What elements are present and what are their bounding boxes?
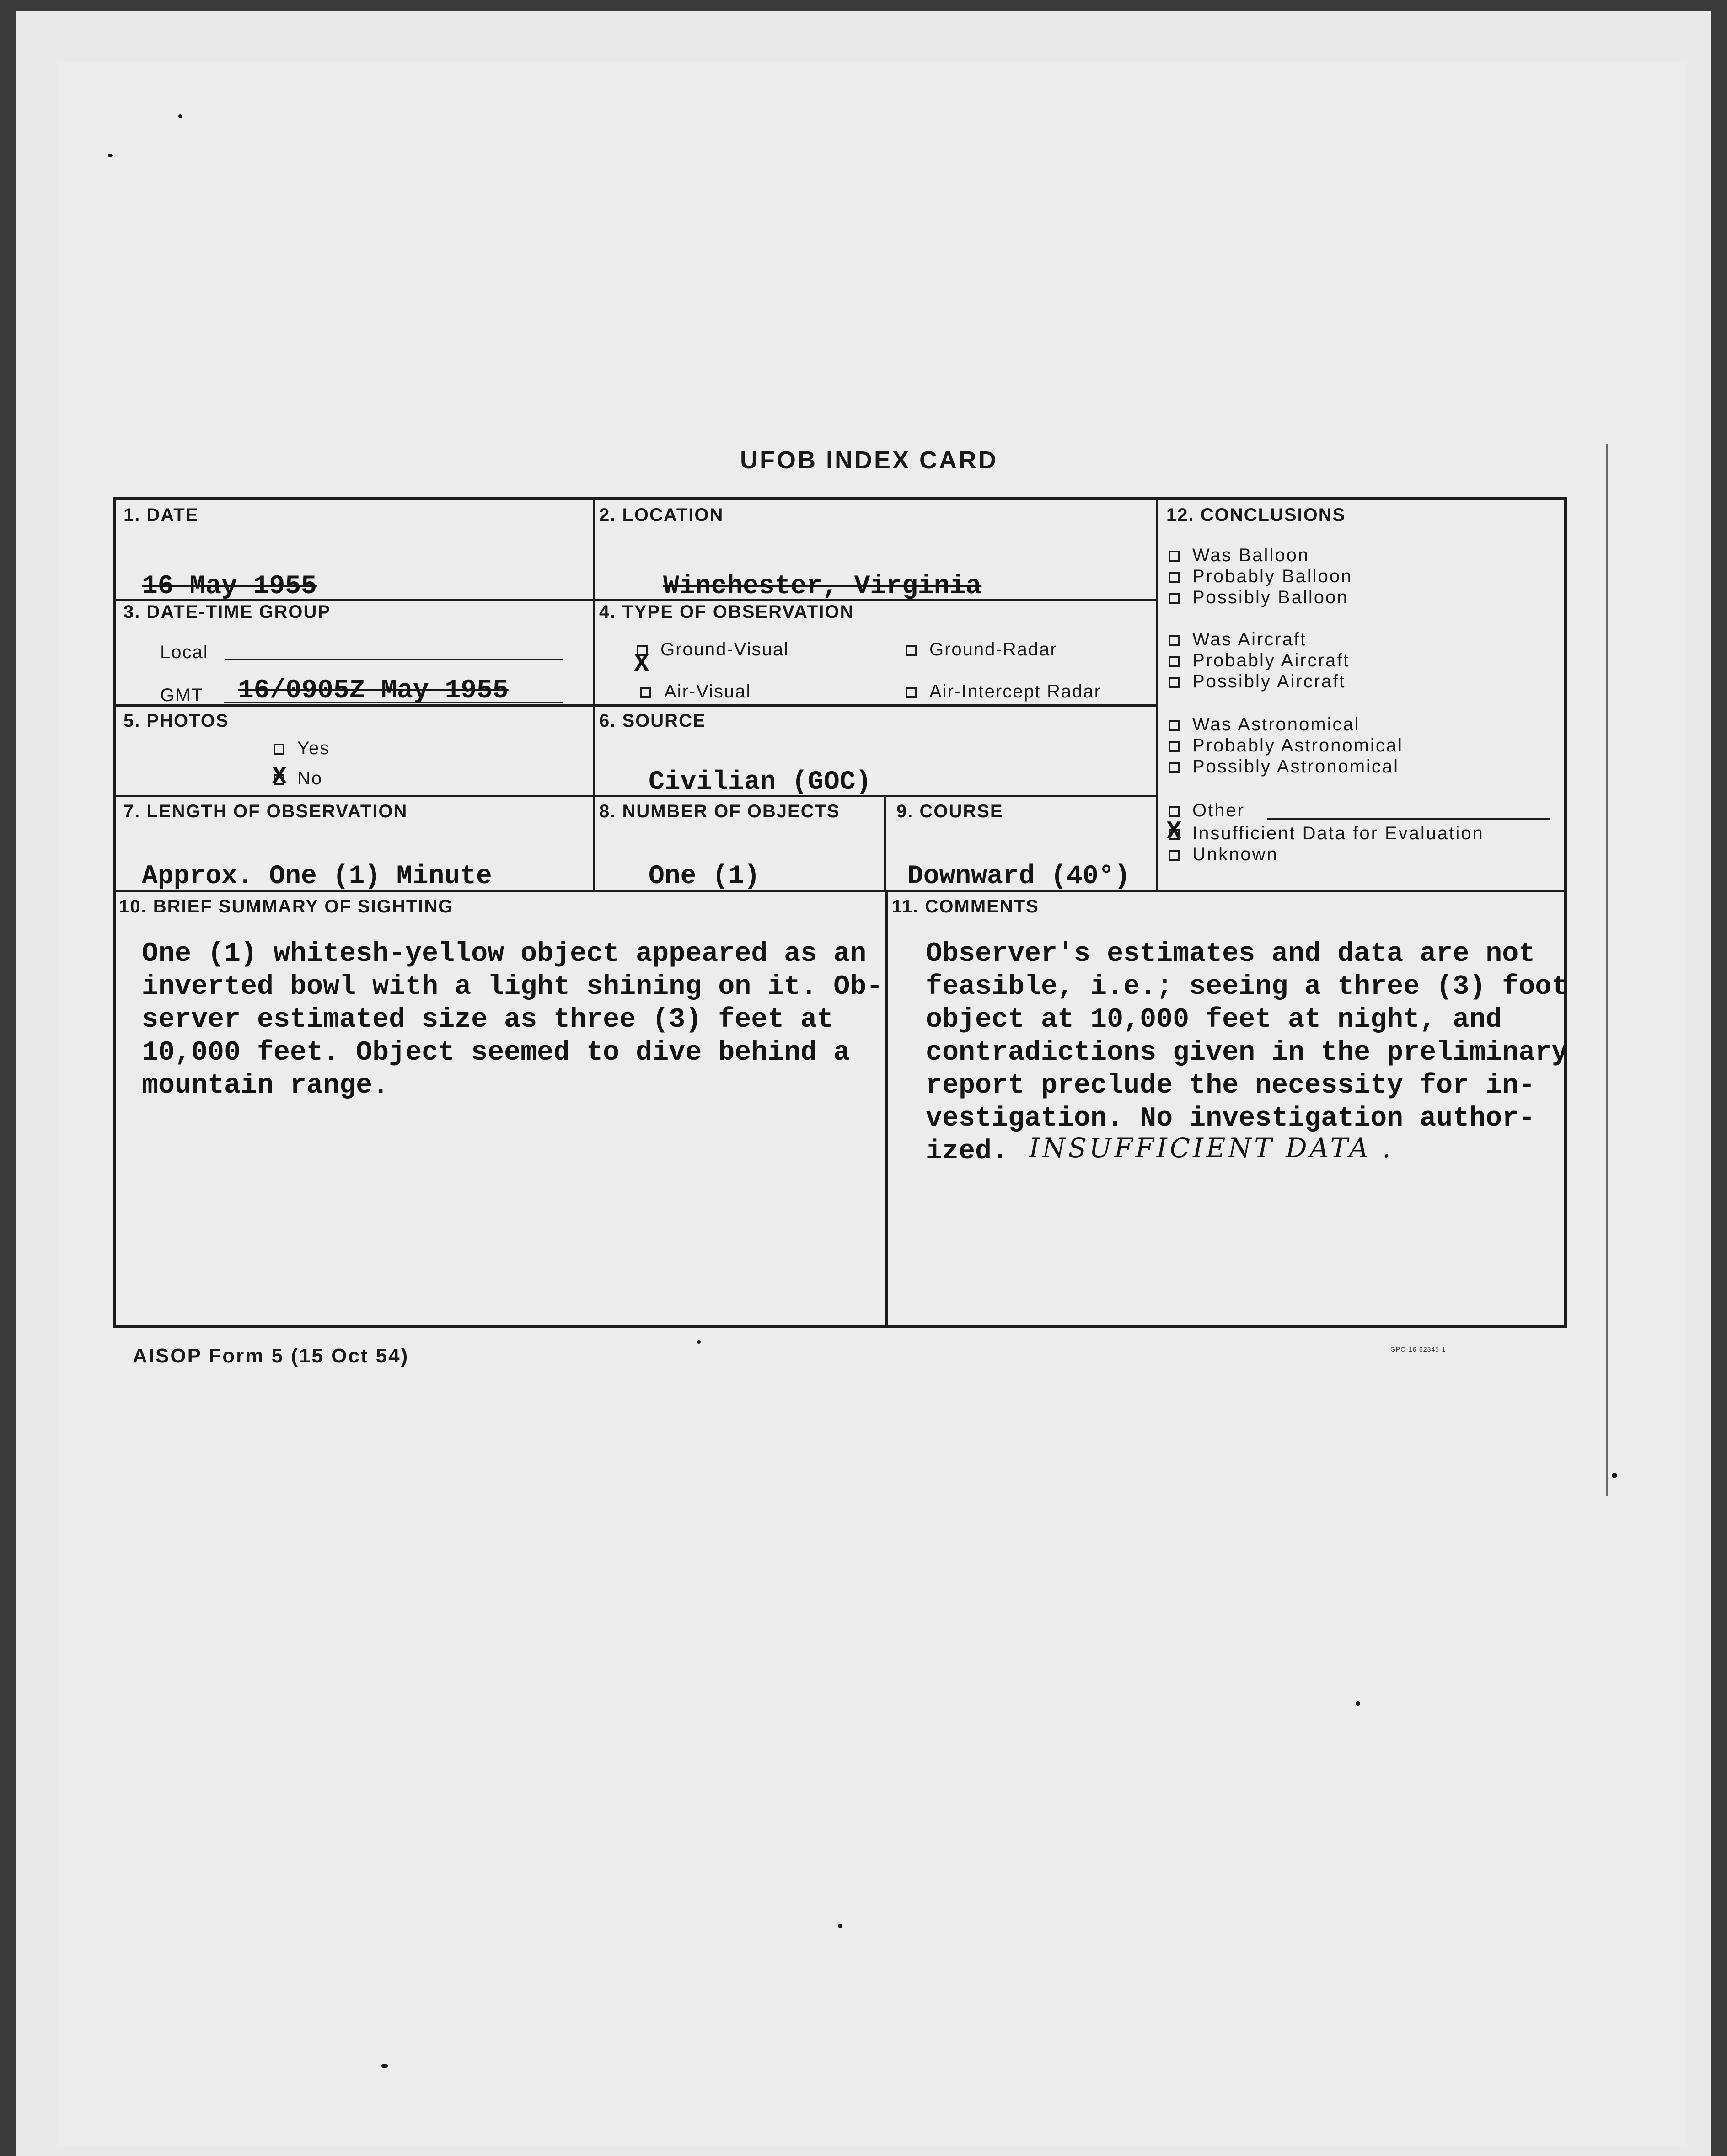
type-option-air-visual: Air-Visual (640, 681, 751, 702)
divider-objects-course (884, 795, 886, 890)
course-label: 9. COURSE (896, 801, 1003, 821)
scan-speck (178, 114, 182, 118)
page-fold-line (1606, 444, 1608, 1496)
summary-line: inverted bowl with a light shining on it. Ob- (142, 971, 883, 1003)
comments-line: report preclude the necessity for in- (926, 1070, 1535, 1101)
scan-speck (1356, 1701, 1360, 1706)
photos-option-yes: Yes (274, 738, 330, 759)
photos-label: 5. PHOTOS (123, 711, 229, 731)
type-option-ground-radar: Ground-Radar (906, 639, 1057, 660)
summary-text (142, 938, 883, 1102)
photos-option-no: No (274, 768, 322, 789)
card-title: UFOB INDEX CARD (740, 446, 998, 474)
summary-line: One (1) whitesh-yellow object appeared as an (142, 939, 867, 970)
checkbox-icon (1169, 720, 1180, 731)
conclusion-possibly-astronomical: Possibly Astronomical (1169, 756, 1399, 777)
comments-line: contradictions given in the preliminary (926, 1037, 1568, 1068)
checkbox-icon (1169, 850, 1180, 861)
checkbox-icon (1169, 762, 1180, 773)
conclusions-label: 12. CONCLUSIONS (1166, 505, 1346, 525)
checkbox-icon (274, 744, 284, 755)
objects-value: One (1) (649, 862, 760, 891)
summary-label: 10. BRIEF SUMMARY OF SIGHTING (119, 896, 454, 917)
type-ground-visual-mark: X (634, 649, 649, 679)
dtg-gmt-value: 16/0905Z May 1955 (238, 676, 509, 706)
scan-speck (108, 154, 113, 157)
length-value: Approx. One (1) Minute (142, 862, 492, 891)
location-value: Winchester, Virginia (663, 572, 982, 601)
objects-label: 8. NUMBER OF OBJECTS (599, 801, 840, 821)
summary-line: mountain range. (142, 1070, 389, 1101)
checkbox-icon (1169, 593, 1180, 604)
comments-line: Observer's estimates and data are not (926, 939, 1535, 970)
conclusion-other-line (1267, 818, 1550, 820)
conclusion-insufficient-data: Insufficient Data for Evaluation (1169, 823, 1484, 844)
checkbox-icon (906, 645, 917, 656)
divider-summary-comments (885, 890, 888, 1325)
checkbox-icon (1169, 551, 1180, 562)
checkbox-icon (1169, 572, 1180, 583)
comments-label: 11. COMMENTS (892, 896, 1039, 917)
checkbox-icon (1169, 741, 1180, 752)
date-value: 16 May 1955 (142, 572, 317, 601)
location-label: 2. LOCATION (599, 505, 724, 525)
conclusion-was-balloon: Was Balloon (1169, 545, 1309, 566)
handwritten-note: INSUFFICIENT DATA . (1029, 1132, 1394, 1164)
scan-speck (1612, 1473, 1617, 1478)
summary-line: server estimated size as three (3) feet at (142, 1004, 834, 1035)
dtg-local-label: Local (160, 642, 209, 662)
type-option-air-intercept-radar: Air-Intercept Radar (906, 681, 1101, 702)
source-label: 6. SOURCE (599, 711, 706, 731)
conclusion-probably-balloon: Probably Balloon (1169, 566, 1352, 587)
comments-line: object at 10,000 feet at night, and (926, 1004, 1502, 1035)
length-label: 7. LENGTH OF OBSERVATION (123, 801, 408, 821)
conclusion-unknown: Unknown (1169, 844, 1278, 865)
checkbox-icon (1169, 806, 1180, 817)
checkbox-icon (1169, 656, 1180, 667)
checkbox-icon (640, 687, 651, 698)
conclusion-insufficient-data-mark: X (1166, 817, 1182, 846)
source-value: Civilian (GOC) (649, 767, 872, 797)
course-value: Downward (40°) (907, 862, 1131, 891)
divider-col1 (593, 497, 595, 890)
conclusion-possibly-balloon: Possibly Balloon (1169, 587, 1349, 608)
summary-line: 10,000 feet. Object seemed to dive behind a (142, 1037, 850, 1068)
scan-speck (697, 1340, 701, 1344)
conclusion-probably-astronomical: Probably Astronomical (1169, 735, 1403, 756)
comments-line: ized. (926, 1136, 1008, 1167)
conclusion-was-astronomical: Was Astronomical (1169, 714, 1360, 735)
dtg-local-line (225, 659, 563, 660)
scan-speck (381, 2064, 388, 2068)
conclusion-probably-aircraft: Probably Aircraft (1169, 650, 1350, 671)
dtg-label: 3. DATE-TIME GROUP (123, 602, 331, 622)
divider-row3 (113, 795, 1157, 797)
checkbox-icon (1169, 677, 1180, 688)
conclusion-possibly-aircraft: Possibly Aircraft (1169, 671, 1346, 692)
comments-line: vestigation. No investigation author- (926, 1103, 1535, 1134)
type-label: 4. TYPE OF OBSERVATION (599, 602, 854, 622)
conclusion-other: Other (1169, 800, 1245, 821)
date-label: 1. DATE (123, 505, 199, 525)
checkbox-icon (1169, 635, 1180, 646)
conclusion-was-aircraft: Was Aircraft (1169, 629, 1307, 650)
form-identifier: AISOP Form 5 (15 Oct 54) (133, 1345, 409, 1367)
printer-mark: GPO-16-62345-1 (1390, 1346, 1446, 1353)
comments-line: feasible, i.e.; seeing a three (3) foot (926, 971, 1568, 1003)
divider-conclusions (1156, 497, 1158, 890)
scan-speck (838, 1924, 842, 1928)
checkbox-icon (906, 687, 917, 698)
dtg-gmt-label: GMT (160, 685, 204, 705)
photos-no-mark: X (272, 762, 287, 791)
type-option-ground-visual: Ground-Visual (637, 639, 789, 660)
